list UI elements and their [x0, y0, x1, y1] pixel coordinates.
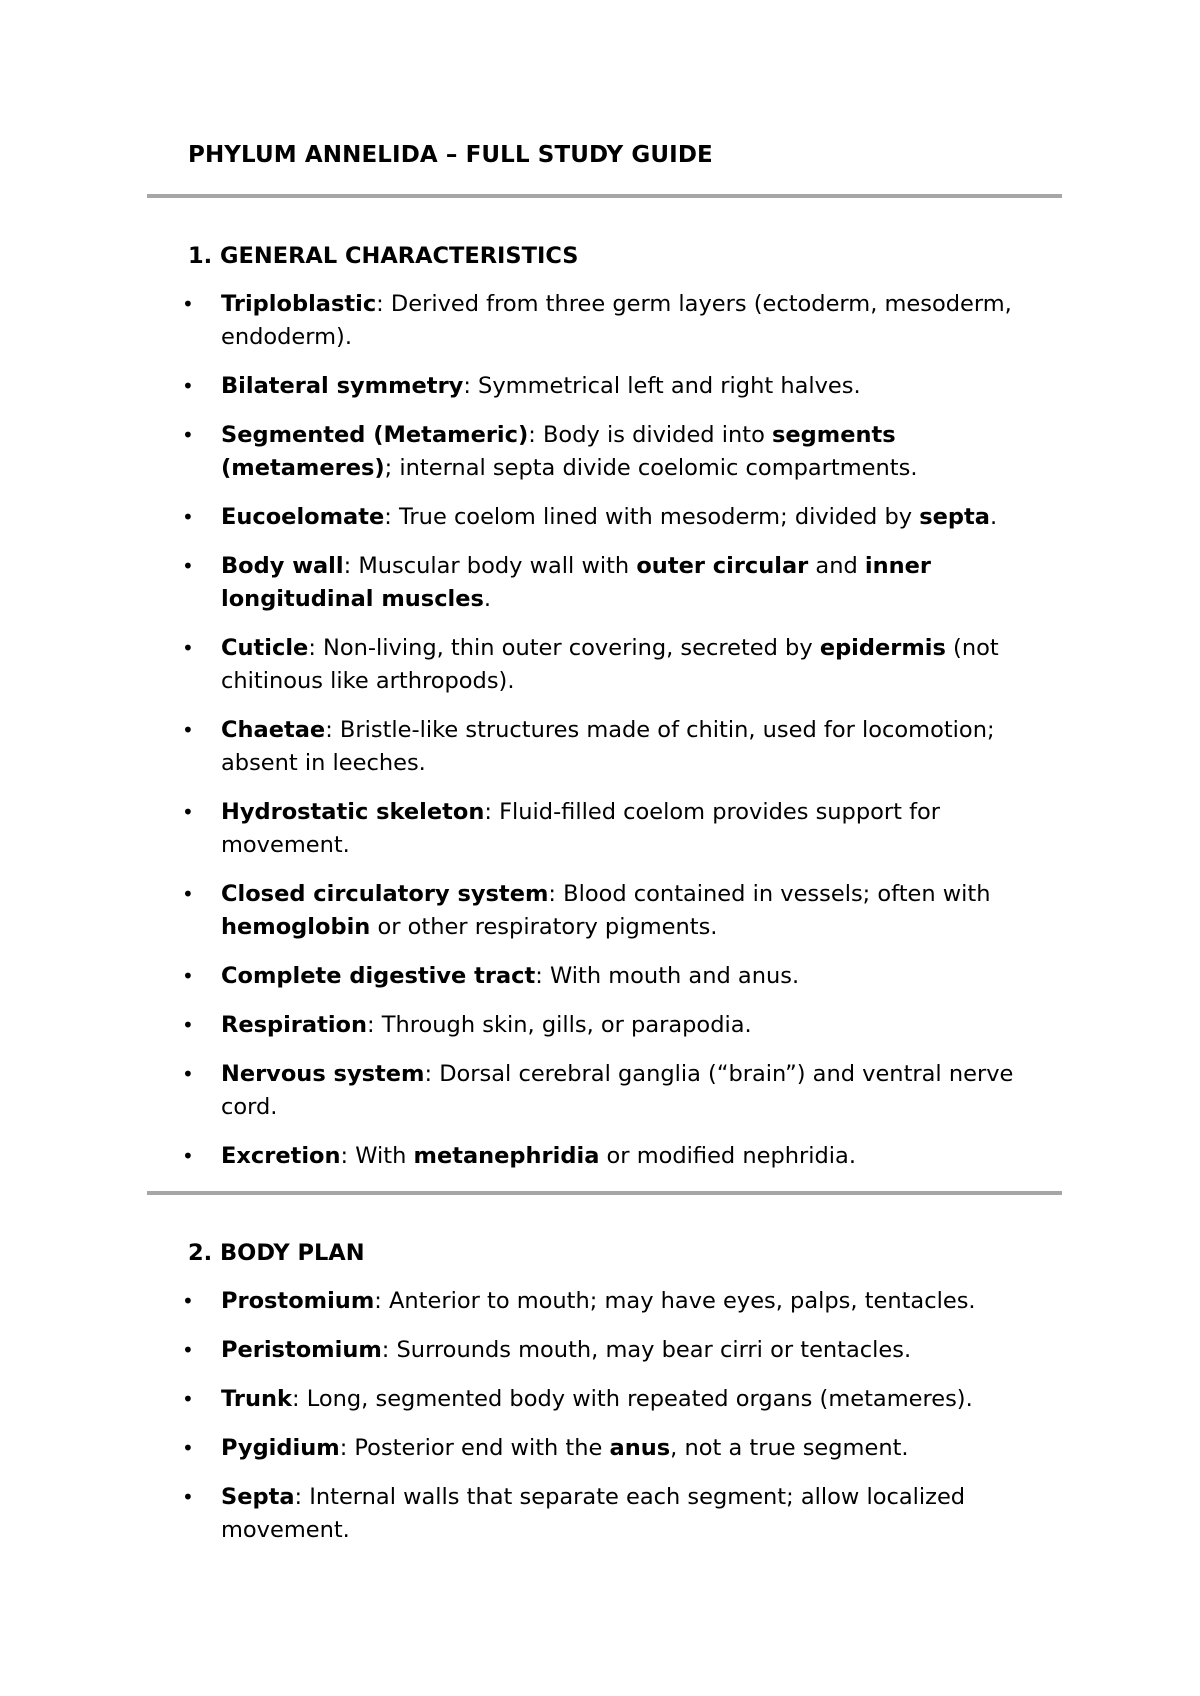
section-heading-body-plan: 2. BODY PLAN	[188, 1240, 365, 1266]
term-label: Pygidium	[221, 1435, 340, 1461]
item-text: : Bristle-like structures made of chitin, used for locomotion; absent in leeches.	[221, 717, 995, 776]
list-item	[0, 1481, 1071, 1547]
item-text: : Dorsal cerebral ganglia (“brain”) and ventral nerve cord.	[221, 1061, 1014, 1120]
term-label: Cuticle	[221, 635, 309, 661]
list-item	[0, 1140, 1071, 1173]
term-label: Septa	[221, 1484, 295, 1510]
horizontal-rule	[147, 194, 1062, 198]
list-item	[0, 1432, 1071, 1465]
item-text: : Non-living, thin outer covering, secreted by	[308, 635, 820, 661]
item-text: : Anterior to mouth; may have eyes, palps, tentacles.	[374, 1288, 976, 1314]
item-text: : Surrounds mouth, may bear cirri or tentacles.	[381, 1337, 912, 1363]
list-item	[0, 501, 1071, 534]
item-text: .	[989, 504, 998, 530]
list-item	[0, 960, 1071, 993]
bullet-marker: •	[182, 1338, 194, 1362]
item-text: .	[483, 586, 492, 612]
term-label: Complete digestive tract	[221, 963, 536, 989]
item-text: or modified nephridia.	[599, 1143, 856, 1169]
bullet-marker: •	[182, 1485, 194, 1509]
term-label: epidermis	[819, 635, 946, 661]
term-label: inner longitudinal muscles	[221, 553, 932, 612]
body-plan-list	[0, 1285, 1071, 1563]
item-text: : Muscular body wall with	[343, 553, 637, 579]
bullet-marker: •	[182, 718, 194, 742]
bullet-marker: •	[182, 1387, 194, 1411]
list-item	[0, 288, 1071, 354]
list-item	[0, 796, 1071, 862]
term-label: Body wall	[221, 553, 344, 579]
bullet-marker: •	[182, 1436, 194, 1460]
list-item	[0, 1383, 1071, 1416]
bullet-marker: •	[182, 1144, 194, 1168]
term-label: Respiration	[221, 1012, 368, 1038]
section-heading-general-characteristics: 1. GENERAL CHARACTERISTICS	[188, 243, 579, 269]
bullet-marker: •	[182, 505, 194, 529]
term-label: anus	[609, 1435, 671, 1461]
horizontal-rule	[147, 1191, 1062, 1195]
bullet-marker: •	[182, 554, 194, 578]
bullet-marker: •	[182, 1289, 194, 1313]
item-text: : Internal walls that separate each segment; allow localized movement.	[221, 1484, 966, 1543]
document-title: PHYLUM ANNELIDA – FULL STUDY GUIDE	[188, 142, 713, 168]
bullet-marker: •	[182, 636, 194, 660]
term-label: outer circular	[636, 553, 809, 579]
bullet-marker: •	[182, 882, 194, 906]
item-text: : With	[340, 1143, 414, 1169]
list-item	[0, 632, 1071, 698]
term-label: segments (metameres)	[221, 422, 896, 481]
item-text: : With mouth and anus.	[535, 963, 800, 989]
bullet-marker: •	[182, 964, 194, 988]
item-text: : Symmetrical left and right halves.	[463, 373, 861, 399]
term-label: Nervous system	[221, 1061, 425, 1087]
list-item	[0, 1334, 1071, 1367]
list-item	[0, 370, 1071, 403]
term-label: Closed circulatory system	[221, 881, 549, 907]
term-label: Prostomium	[221, 1288, 375, 1314]
item-text: , not a true segment.	[670, 1435, 909, 1461]
item-text: ; internal septa divide coelomic compartments.	[384, 455, 918, 481]
term-label: Bilateral symmetry	[221, 373, 464, 399]
bullet-marker: •	[182, 800, 194, 824]
item-text: : True coelom lined with mesoderm; divided by	[384, 504, 920, 530]
item-text: : Fluid-filled coelom provides support for movement.	[221, 799, 941, 858]
bullet-marker: •	[182, 374, 194, 398]
general-characteristics-list	[0, 288, 1071, 1189]
term-label: Hydrostatic skeleton	[221, 799, 485, 825]
item-text: : Through skin, gills, or parapodia.	[367, 1012, 752, 1038]
item-text: : Long, segmented body with repeated organs (metameres).	[291, 1386, 973, 1412]
item-text: : Blood contained in vessels; often with	[548, 881, 991, 907]
term-label: hemoglobin	[221, 914, 371, 940]
term-label: septa	[919, 504, 990, 530]
list-item	[0, 550, 1071, 616]
item-text: (not chitinous like arthropods).	[221, 635, 999, 694]
bullet-marker: •	[182, 1062, 194, 1086]
bullet-marker: •	[182, 1013, 194, 1037]
list-item	[0, 419, 1071, 485]
term-label: Excretion	[221, 1143, 341, 1169]
term-label: Trunk	[221, 1386, 292, 1412]
item-text: : Posterior end with the	[339, 1435, 610, 1461]
term-label: Triploblastic	[221, 291, 377, 317]
list-item	[0, 878, 1071, 944]
item-text: : Derived from three germ layers (ectoderm, mesoderm, endoderm).	[221, 291, 1012, 350]
bullet-marker: •	[182, 423, 194, 447]
term-label: Segmented (Metameric)	[221, 422, 529, 448]
item-text: or other respiratory pigments.	[370, 914, 718, 940]
term-label: metanephridia	[413, 1143, 600, 1169]
list-item	[0, 1058, 1071, 1124]
item-text: : Body is divided into	[528, 422, 772, 448]
list-item	[0, 1009, 1071, 1042]
item-text: and	[808, 553, 865, 579]
term-label: Eucoelomate	[221, 504, 385, 530]
list-item	[0, 714, 1071, 780]
bullet-marker: •	[182, 292, 194, 316]
list-item	[0, 1285, 1071, 1318]
term-label: Chaetae	[221, 717, 326, 743]
term-label: Peristomium	[221, 1337, 382, 1363]
